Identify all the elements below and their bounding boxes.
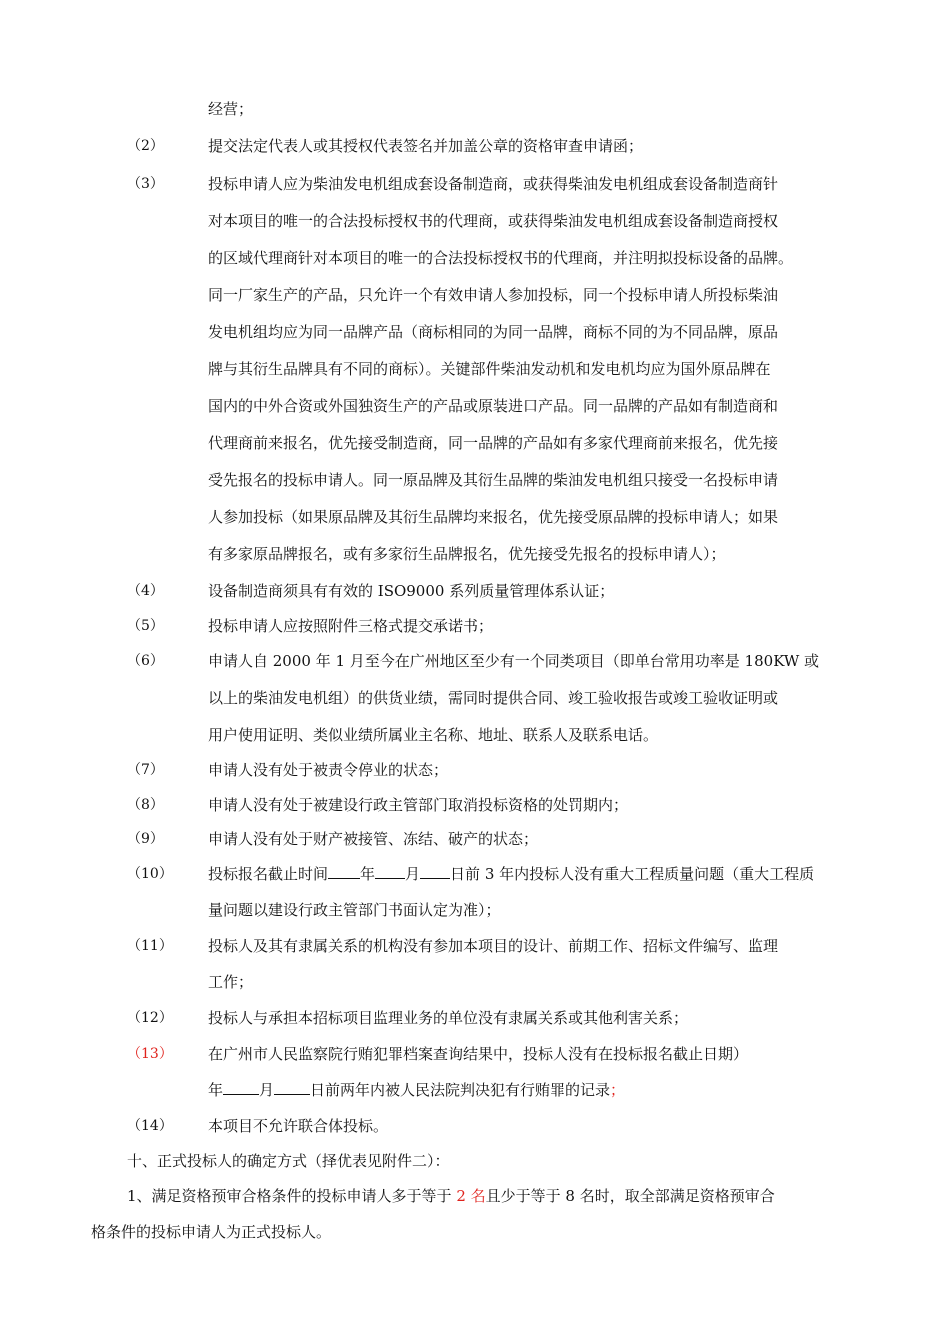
- text-line: 投标人与承担本招标项目监理业务的单位没有隶属关系或其他利害关系；: [208, 1009, 689, 1027]
- text-line: 牌与其衍生品牌具有不同的商标）。关键部件柴油发动机和发电机均应为国外原品牌在: [208, 360, 771, 378]
- paragraph-line: [127, 1186, 775, 1206]
- text-fragment: 年: [360, 865, 376, 883]
- text-fragment: 且少于等于 8 名时，取全部满足资格预审合: [485, 1187, 775, 1205]
- text-line: 提交法定代表人或其授权代表签名并加盖公章的资格审查申请函；: [208, 137, 644, 155]
- fill-blank: [274, 1080, 310, 1095]
- text-line: 的区域代理商针对本项目的唯一的合法投标授权书的代理商，并注明拟投标设备的品牌。: [208, 249, 794, 267]
- item-number: （12）: [127, 1010, 173, 1026]
- fill-blank: [375, 864, 405, 879]
- fill-blank: [223, 1080, 259, 1095]
- item-number: （4）: [127, 583, 164, 599]
- text-line: 经营；: [208, 100, 254, 118]
- text-fragment: 月: [405, 865, 421, 883]
- item-number: （3）: [127, 176, 164, 192]
- text-line: 以上的柴油发电机组）的供货业绩，需同时提供合同、竣工验收报告或竣工验收证明或: [208, 689, 779, 707]
- item-number: （10）: [127, 866, 173, 882]
- text-line: 代理商前来报名，优先接受制造商，同一品牌的产品如有多家代理商前来报名，优先接: [208, 434, 779, 452]
- text-line: 用户使用证明、类似业绩所属业主名称、地址、联系人及联系电话。: [208, 726, 659, 744]
- section-heading: 十、正式投标人的确定方式（择优表见附件二）：: [127, 1152, 450, 1170]
- item-number: （14）: [127, 1118, 173, 1134]
- text-line: 申请人没有处于被建设行政主管部门取消投标资格的处罚期内；: [208, 796, 629, 814]
- text-line: 同一厂家生产的产品，只允许一个有效申请人参加投标，同一个投标申请人所投标柴油: [208, 286, 779, 304]
- text-line: 发电机组均应为同一品牌产品（商标相同的为同一品牌，商标不同的为不同品牌，原品: [208, 323, 779, 341]
- highlighted-punctuation: ；: [610, 1081, 626, 1099]
- text-line: 对本项目的唯一的合法投标授权书的代理商，或获得柴油发电机组成套设备制造商授权: [208, 212, 779, 230]
- text-line: 人参加投标（如果原品牌及其衍生品牌均来报名，优先接受原品牌的投标申请人；如果: [208, 508, 779, 526]
- item-number: （11）: [127, 938, 173, 954]
- item-number-highlighted: （13）: [127, 1046, 173, 1062]
- paragraph-line: 格条件的投标申请人为正式投标人。: [91, 1223, 332, 1241]
- text-line: [208, 1080, 625, 1100]
- text-fragment: 日前 3 年内投标人没有重大工程质量问题（重大工程质: [450, 865, 815, 883]
- text-line: 申请人自 2000 年 1 月至今在广州地区至少有一个同类项目（即单台常用功率是 180KW 或: [208, 652, 820, 670]
- text-line: 在广州市人民监察院行贿犯罪档案查询结果中，投标人没有在投标报名截止日期）: [208, 1045, 749, 1063]
- text-line: 有多家原品牌报名，或有多家衍生品牌报名，优先接受先报名的投标申请人）；: [208, 545, 726, 563]
- text-line: 申请人没有处于财产被接管、冻结、破产的状态；: [208, 830, 539, 848]
- text-line: [208, 864, 814, 884]
- text-line: 量问题以建设行政主管部门书面认定为准）；: [208, 901, 501, 919]
- text-fragment: 日前两年内被人民法院判决犯有行贿罪的记录: [310, 1081, 611, 1099]
- text-fragment: 月: [259, 1081, 275, 1099]
- text-line: 国内的中外合资或外国独资生产的产品或原装进口产品。同一品牌的产品如有制造商和: [208, 397, 779, 415]
- item-number: （6）: [127, 653, 164, 669]
- text-line: 投标人及其有隶属关系的机构没有参加本项目的设计、前期工作、招标文件编写、监理: [208, 937, 779, 955]
- text-line: 投标申请人应为柴油发电机组成套设备制造商，或获得柴油发电机组成套设备制造商针: [208, 175, 779, 193]
- text-line: 受先报名的投标申请人。同一原品牌及其衍生品牌的柴油发电机组只接受一名投标申请: [208, 471, 779, 489]
- text-line: 投标申请人应按照附件三格式提交承诺书；: [208, 617, 494, 635]
- fill-blank: [328, 864, 360, 879]
- item-number: （2）: [127, 138, 164, 154]
- item-number: （9）: [127, 831, 164, 847]
- text-line: 设备制造商须具有有效的 ISO9000 系列质量管理体系认证；: [208, 582, 615, 600]
- text-line: 申请人没有处于被责令停业的状态；: [208, 761, 449, 779]
- text-fragment: 年: [208, 1081, 224, 1099]
- item-number: （7）: [127, 762, 164, 778]
- item-number: （8）: [127, 797, 164, 813]
- text-line: 本项目不允许联合体投标。: [208, 1117, 389, 1135]
- text-fragment: 1、满足资格预审合格条件的投标申请人多于等于: [127, 1187, 457, 1205]
- fill-blank: [420, 864, 450, 879]
- text-fragment: 投标报名截止时间: [208, 865, 329, 883]
- text-line: 工作；: [208, 973, 254, 991]
- highlighted-count: 2 名: [456, 1187, 486, 1205]
- item-number: （5）: [127, 618, 164, 634]
